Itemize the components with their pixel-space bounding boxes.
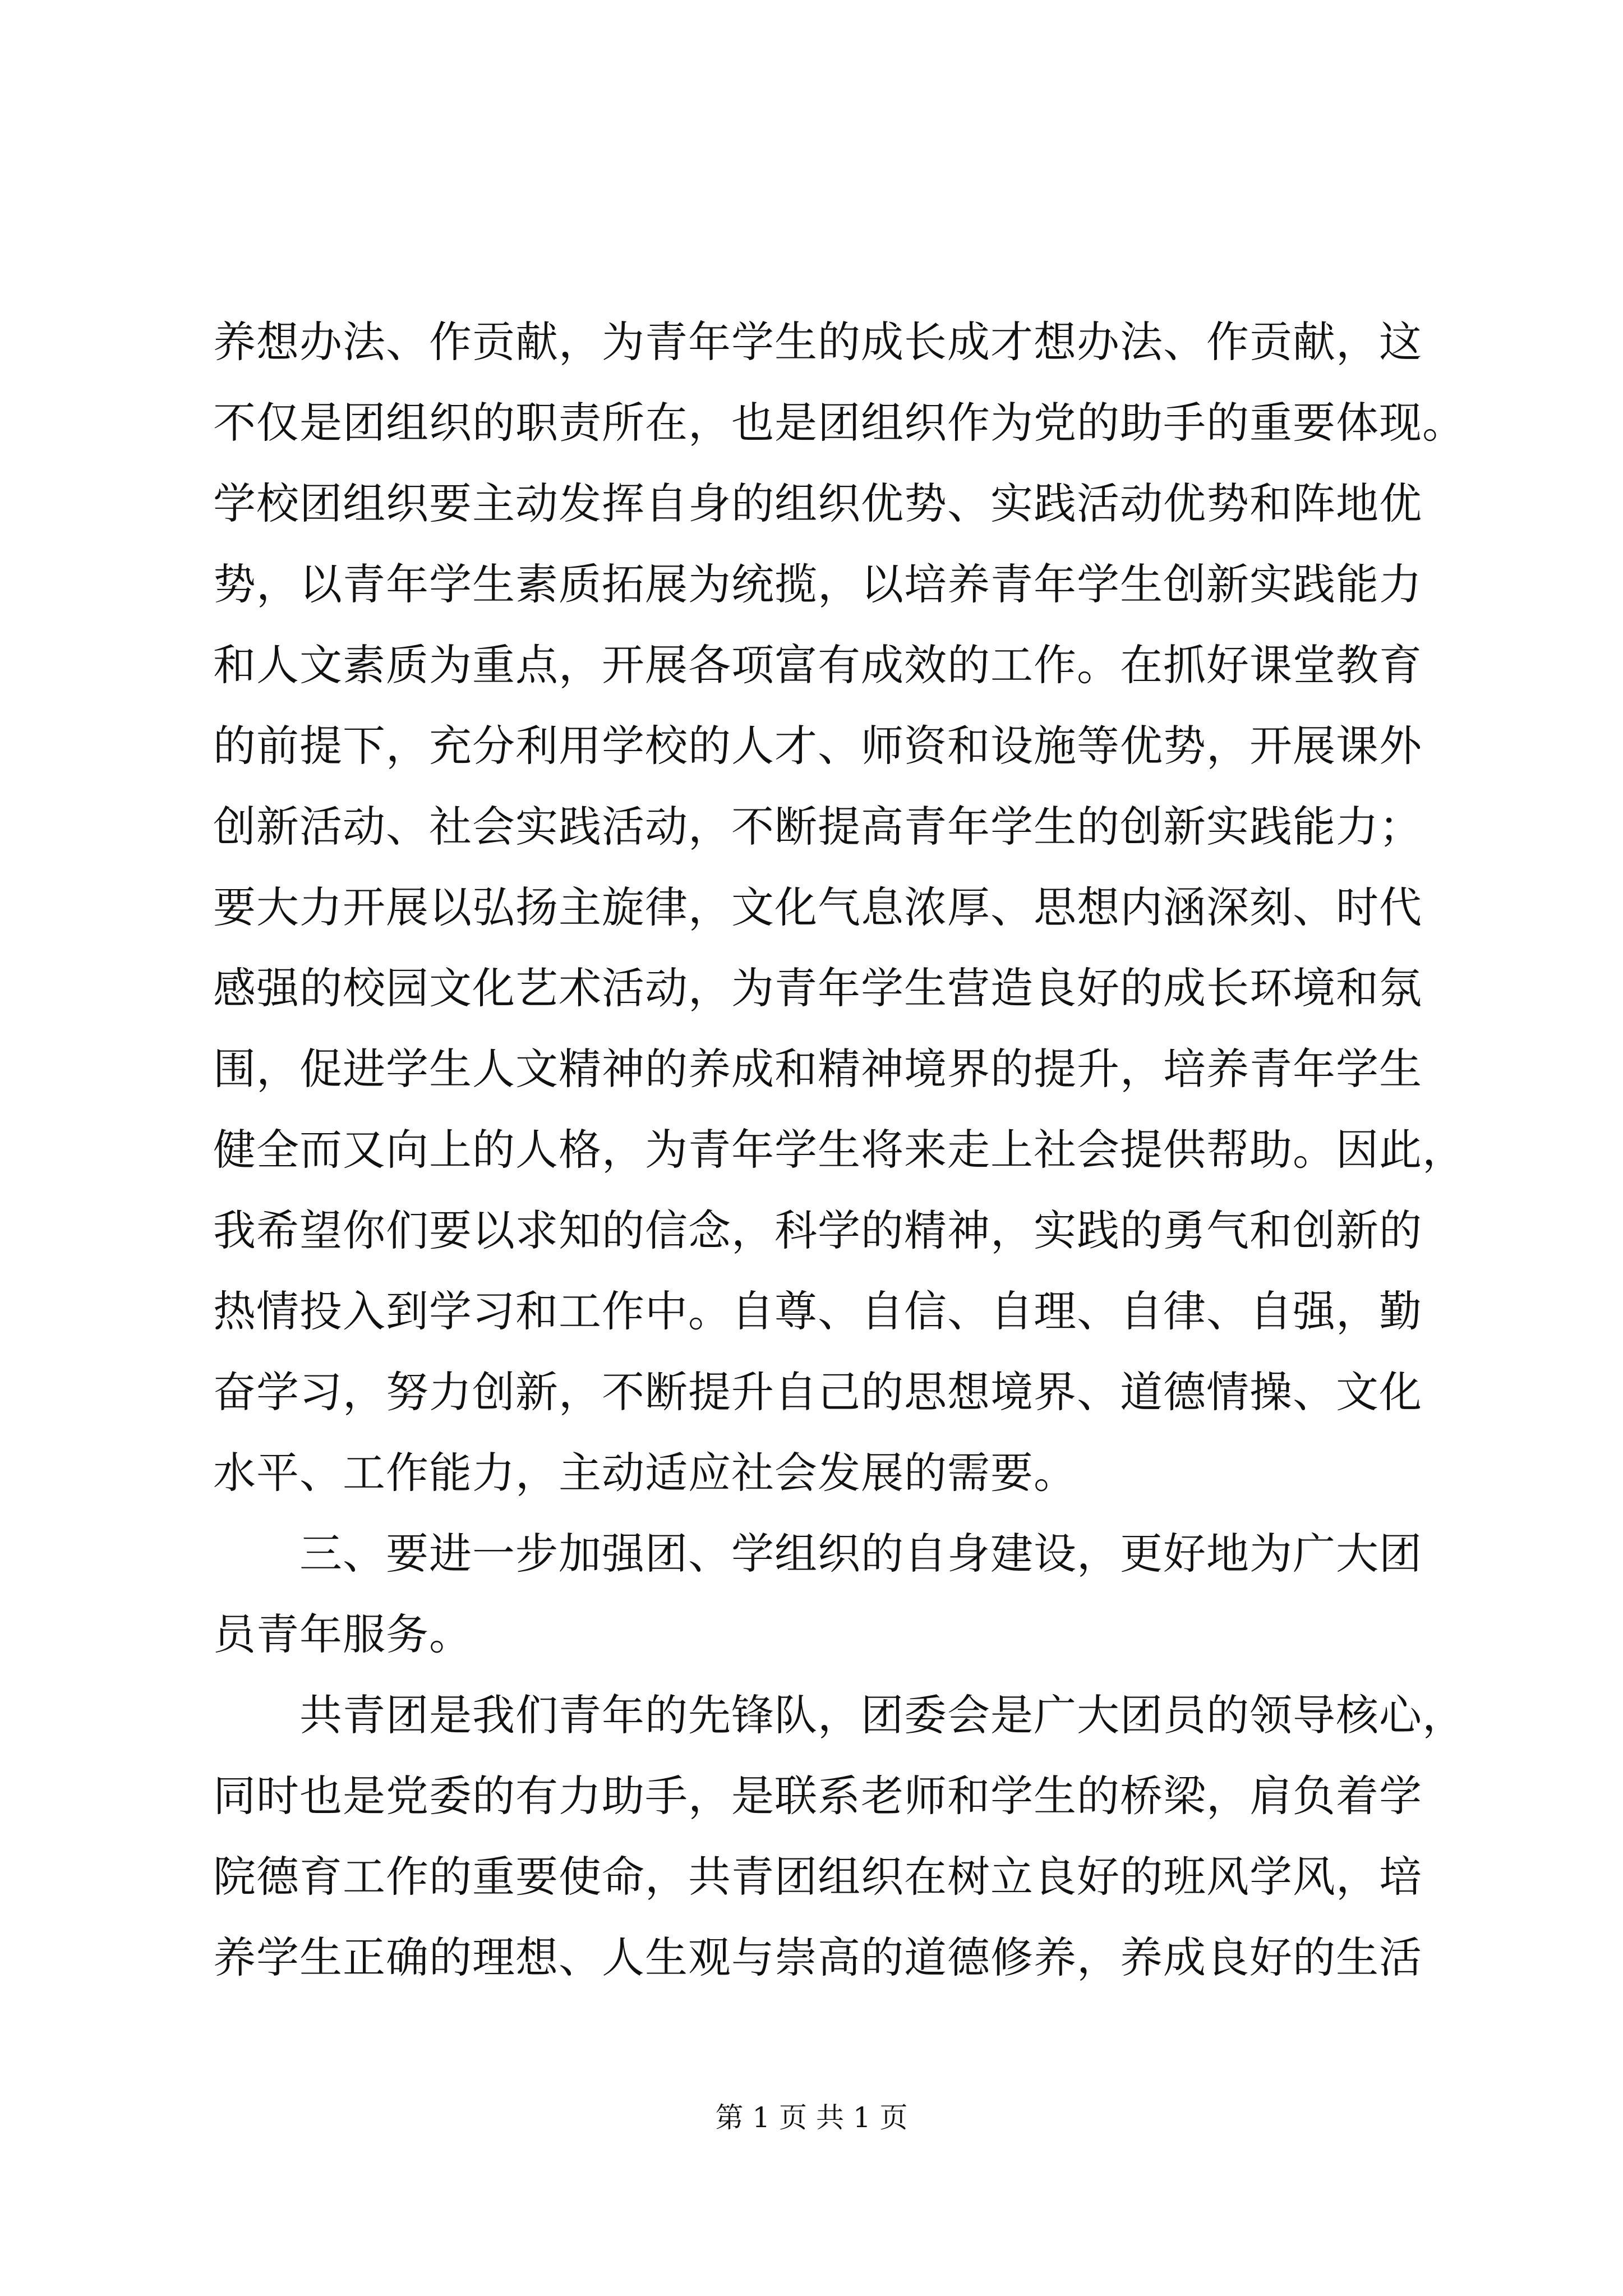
- paragraph-first-line: 共青团是我们青年的先锋队，团委会是广大团员的领导核心，: [299, 1690, 1465, 1740]
- text-line: 养想办法、作贡献，为青年学生的成长成才想办法、作贡献，这: [213, 317, 1422, 367]
- text-line: 创新活动、社会实践活动，不断提高青年学生的创新实践能力；: [213, 802, 1422, 852]
- text-line: 院德育工作的重要使命，共青团组织在树立良好的班风学风，培: [213, 1852, 1422, 1902]
- text-line: 不仅是团组织的职责所在，也是团组织作为党的助手的重要体现。: [213, 398, 1465, 448]
- text-line: 热情投入到学习和工作中。自尊、自信、自理、自律、自强，勤: [213, 1286, 1422, 1336]
- page-footer: [0, 2101, 1623, 2134]
- text-line: 感强的校园文化艺术活动，为青年学生营造良好的成长环境和氛: [213, 963, 1422, 1013]
- text-line: 奋学习，努力创新，不断提升自己的思想境界、道德情操、文化: [213, 1367, 1422, 1417]
- text-line: 我希望你们要以求知的信念，科学的精神，实践的勇气和创新的: [213, 1205, 1422, 1255]
- text-line: 水平、工作能力，主动适应社会发展的需要。: [213, 1448, 1077, 1498]
- text-line: 要大力开展以弘扬主旋律，文化气息浓厚、思想内涵深刻、时代: [213, 882, 1422, 932]
- text-line: 的前提下，充分利用学校的人才、师资和设施等优势，开展课外: [213, 721, 1422, 771]
- section-heading-line: 三、要进一步加强团、学组织的自身建设，更好地为广大团: [299, 1529, 1422, 1579]
- text-line: 员青年服务。: [213, 1609, 472, 1659]
- text-line: 围，促进学生人文精神的养成和精神境界的提升，培养青年学生: [213, 1044, 1422, 1094]
- text-line: 同时也是党委的有力助手，是联系老师和学生的桥梁，肩负着学: [213, 1771, 1422, 1821]
- text-line: 健全而又向上的人格，为青年学生将来走上社会提供帮助。因此，: [213, 1125, 1465, 1175]
- text-line: 和人文素质为重点，开展各项富有成效的工作。在抓好课堂教育: [213, 640, 1422, 690]
- text-line: 养学生正确的理想、人生观与崇高的道德修养，养成良好的生活: [213, 1932, 1422, 1982]
- text-line: 势，以青年学生素质拓展为统揽，以培养青年学生创新实践能力: [213, 559, 1422, 609]
- document-body: [213, 302, 1465, 1998]
- page-number-label: 第 1 页 共 1 页: [715, 2101, 908, 2134]
- text-line: 学校团组织要主动发挥自身的组织优势、实践活动优势和阵地优: [213, 478, 1422, 528]
